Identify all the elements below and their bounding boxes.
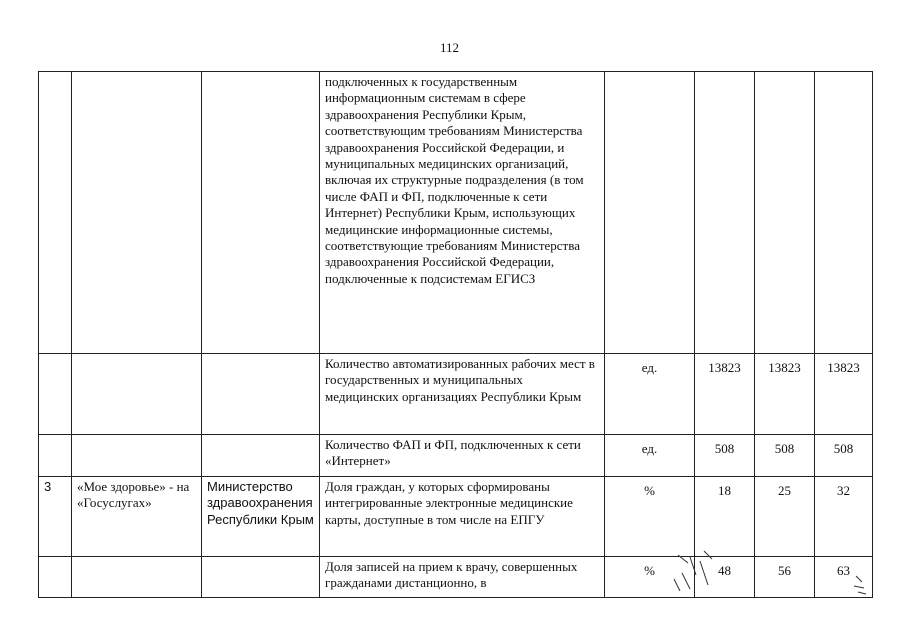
project-cell (72, 557, 202, 598)
value-cell-2: 508 (755, 435, 815, 477)
indicator-cell: Доля граждан, у которых сформированы интегрированные электронные медицинские карты, доступные в том числе на ЕПГУ (320, 477, 605, 557)
executor-cell (202, 557, 320, 598)
value-cell-2 (755, 72, 815, 354)
indicator-cell: Количество автоматизированных рабочих мест в государственных и муниципальных медицинских организациях Республики Крым (320, 354, 605, 435)
table-row (39, 435, 873, 477)
project-cell: «Мое здоровье» - на «Госуслугах» (72, 477, 202, 557)
page-number: 112 (439, 40, 460, 55)
unit-cell: % (605, 557, 695, 598)
value-cell-3: 508 (815, 435, 873, 477)
table-row (39, 477, 873, 557)
unit-cell: % (605, 477, 695, 557)
pen-marks-icon (660, 545, 730, 600)
table-row (39, 72, 873, 354)
project-cell (72, 435, 202, 477)
table-row (39, 557, 873, 598)
value-cell-3: 32 (815, 477, 873, 557)
indicators-table (38, 71, 873, 598)
executor-cell (202, 72, 320, 354)
unit-cell: ед. (605, 354, 695, 435)
value-cell-2: 13823 (755, 354, 815, 435)
indicator-cell: Количество ФАП и ФП, подключенных к сети «Интернет» (320, 435, 605, 477)
executor-cell (202, 435, 320, 477)
value-cell-1: 18 (695, 477, 755, 557)
row-number-cell (39, 557, 72, 598)
value-cell-2: 56 (755, 557, 815, 598)
project-cell (72, 72, 202, 354)
value-cell-1 (695, 72, 755, 354)
value-cell-3: 63 (815, 557, 873, 598)
table-row (39, 354, 873, 435)
indicator-cell: Доля записей на прием к врачу, совершенных гражданами дистанционно, в (320, 557, 605, 598)
executor-cell: Министерство здравоохранения Республики Крым (202, 477, 320, 557)
row-number-cell: 3 (39, 477, 72, 557)
value-cell-1: 13823 (695, 354, 755, 435)
row-number-cell (39, 354, 72, 435)
unit-cell (605, 72, 695, 354)
row-number-cell (39, 72, 72, 354)
executor-cell (202, 354, 320, 435)
unit-cell: ед. (605, 435, 695, 477)
value-cell-2: 25 (755, 477, 815, 557)
value-cell-3: 13823 (815, 354, 873, 435)
value-cell-1: 508 (695, 435, 755, 477)
project-cell (72, 354, 202, 435)
pen-marks-icon (850, 572, 870, 598)
value-cell-3 (815, 72, 873, 354)
indicator-cell: подключенных к государственным информационным системам в сфере здравоохранения Республики Крым, соответствующим требованиям Министерства здравоохранения Российской Федерации, и муниципальных медицинских организаций, включая их структурные подразделения (в том числе ФАП и ФП, подключенные к сети Интернет) Республики Крым, использующих медицинские информационные системы, соответствующие требованиям Министерства здравоохранения Российской Федерации, подключенные к подсистемам ЕГИСЗ (320, 72, 605, 354)
value-cell-1: 48 (695, 557, 755, 598)
row-number-cell (39, 435, 72, 477)
